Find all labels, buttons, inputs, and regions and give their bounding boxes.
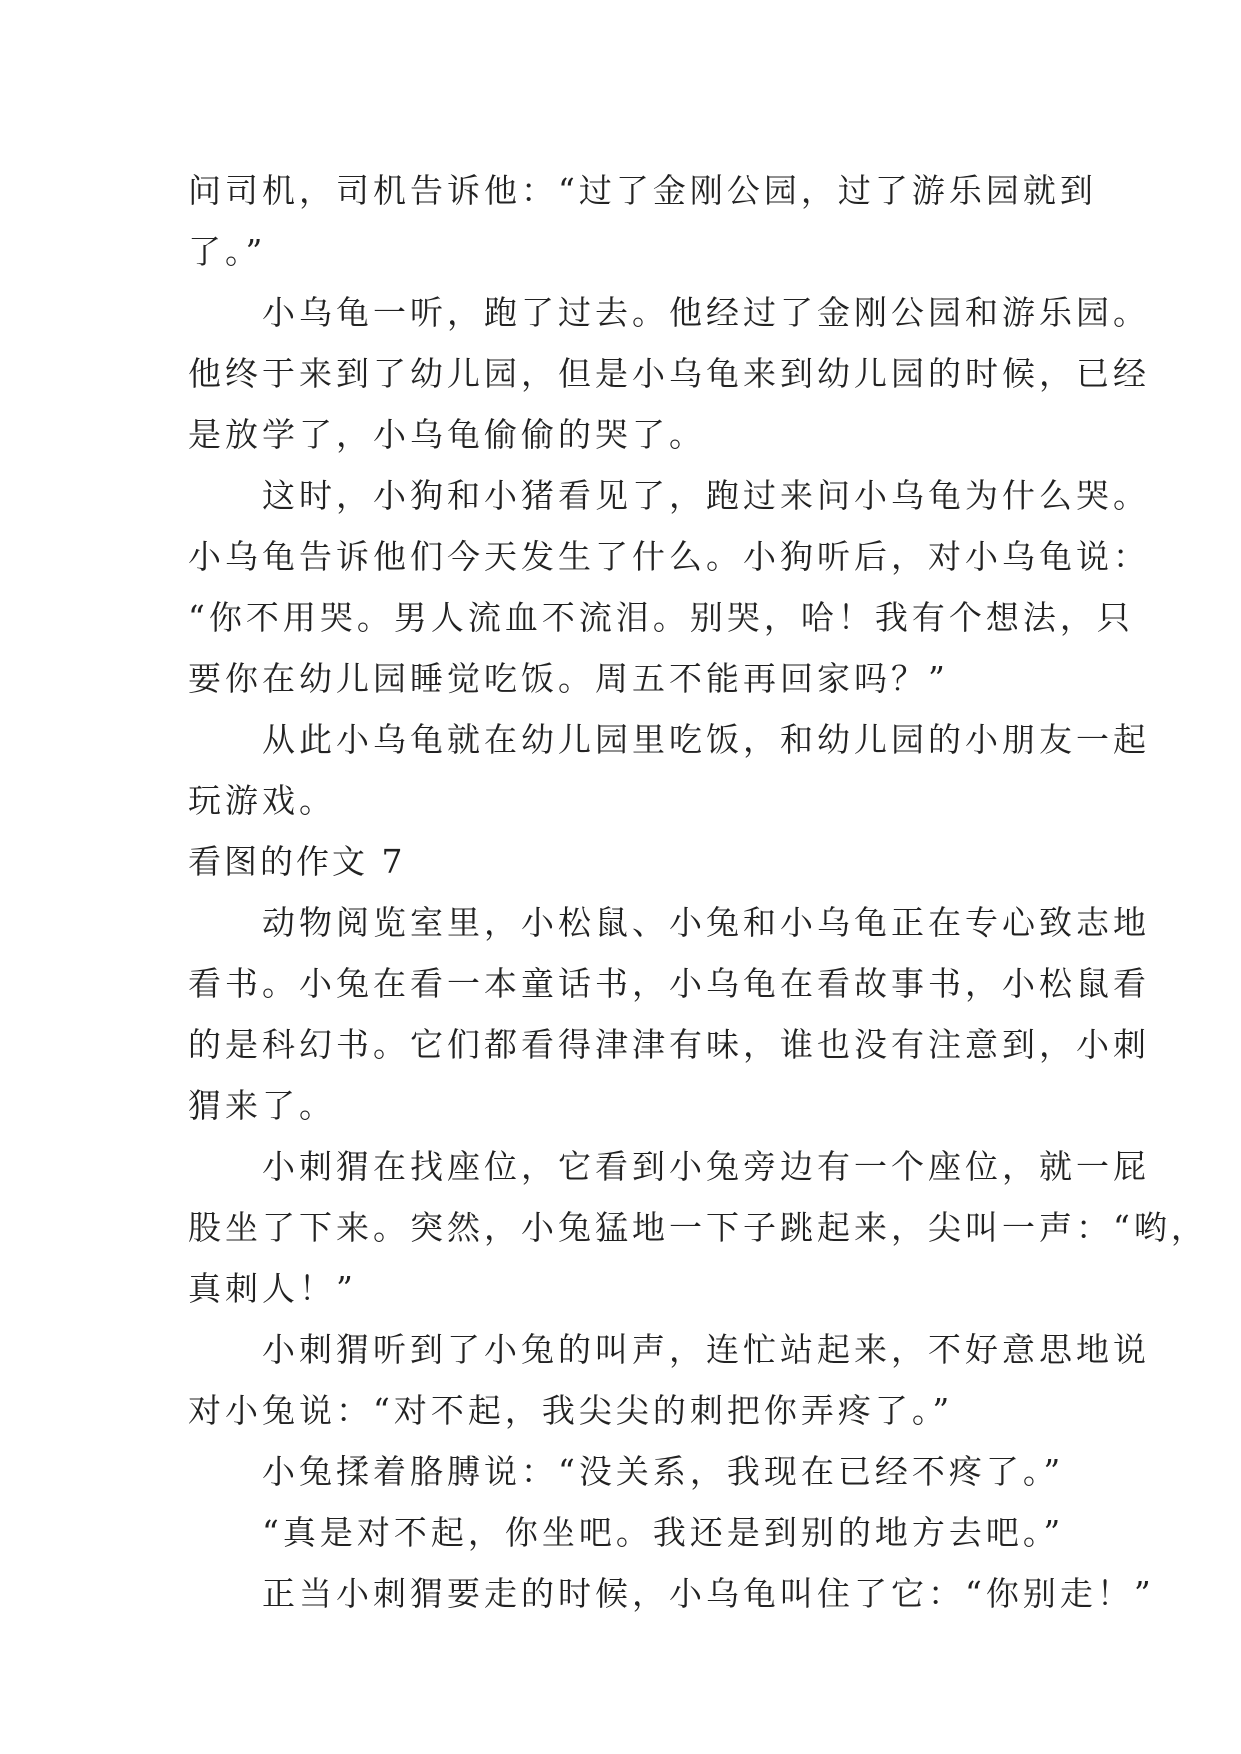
document-page [188,160,1208,1624]
text-line: 从此小乌龟就在幼儿园里吃饭，和幼儿园的小朋友一起 [262,720,1150,759]
text-line: 问司机，司机告诉他：“过了金刚公园，过了游乐园就到 [188,171,1097,210]
paragraph [188,1136,1208,1319]
paragraph [188,709,1150,831]
text-line: 了。” [188,232,267,271]
text-line: 他终于来到了幼儿园，但是小乌龟来到幼儿园的时候，已经 [188,354,1150,393]
text-line: 这时，小狗和小猪看见了，跑过来问小乌龟为什么哭。 [262,476,1150,515]
text-line: 小刺猬听到了小兔的叫声，连忙站起来，不好意思地说 [262,1330,1150,1369]
text-line: “真是对不起，你坐吧。我还是到别的地方去吧。” [262,1513,1065,1552]
paragraph [188,160,1097,282]
text-line: 要你在幼儿园睡觉吃饭。周五不能再回家吗？” [188,659,949,698]
text-line: 是放学了，小乌龟偷偷的哭了。 [188,415,706,454]
text-line: 猬来了。 [188,1086,336,1125]
paragraph [188,1441,1065,1502]
text-line: 股坐了下来。突然，小兔猛地一下子跳起来，尖叫一声：“哟， [188,1208,1208,1247]
text-line: 看书。小兔在看一本童话书，小乌龟在看故事书，小松鼠看 [188,964,1150,1003]
text-line: 小兔揉着胳膊说：“没关系，我现在已经不疼了。” [262,1452,1065,1491]
paragraph [188,1502,1065,1563]
text-line: 玩游戏。 [188,781,336,820]
paragraph [188,465,1150,709]
text-line: 动物阅览室里，小松鼠、小兔和小乌龟正在专心致志地 [262,903,1150,942]
text-line: 小刺猬在找座位，它看到小兔旁边有一个座位，就一屁 [262,1147,1150,1186]
paragraph [188,1563,1155,1624]
text-line: “你不用哭。男人流血不流泪。别哭，哈！我有个想法，只 [188,598,1134,637]
paragraph [188,892,1150,1136]
paragraph [188,1319,1150,1441]
paragraph [188,282,1150,465]
text-line: 的是科幻书。它们都看得津津有味，谁也没有注意到，小刺 [188,1025,1150,1064]
text-line: 对小兔说：“对不起，我尖尖的刺把你弄疼了。” [188,1391,954,1430]
text-line: 小乌龟告诉他们今天发生了什么。小狗听后，对小乌龟说： [188,537,1150,576]
text-line: 真刺人！” [188,1269,357,1308]
text-line: 正当小刺猬要走的时候，小乌龟叫住了它：“你别走！” [262,1574,1155,1613]
section-heading: 看图的作文 7 [188,842,406,881]
text-line: 小乌龟一听，跑了过去。他经过了金刚公园和游乐园。 [262,293,1150,332]
